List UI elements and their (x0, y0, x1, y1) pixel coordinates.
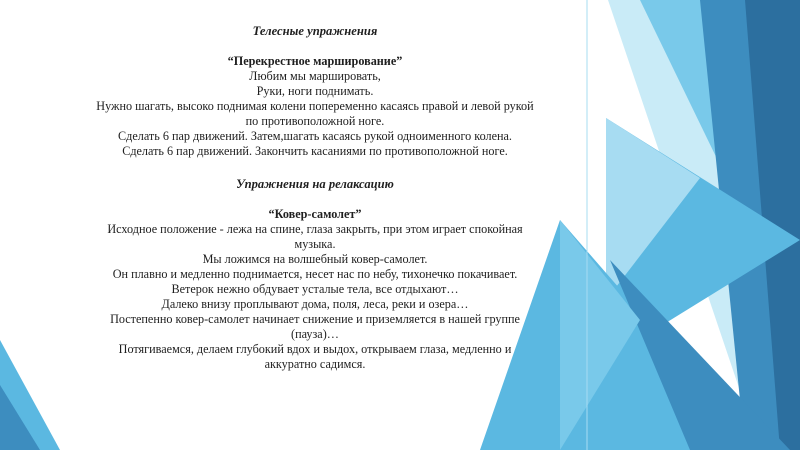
text-line: Исходное положение - лежа на спине, глаза закрыть, при этом играет спокойная (107, 222, 523, 236)
text-line: музыка. (294, 237, 336, 251)
section-heading-relaxation: Упражнения на релаксацию (236, 177, 394, 191)
exercise-title-marching: “Перекрестное марширование” (227, 54, 403, 68)
text-line: Сделать 6 пар движений. Затем,шагать касаясь рукой одноименного колена. (118, 129, 512, 143)
text-line: Любим мы маршировать, (249, 69, 381, 83)
text-line: Нужно шагать, высоко поднимая колени попеременно касаясь правой и левой рукой (96, 99, 534, 113)
text-line: по противоположной ноге. (245, 114, 385, 128)
text-line: (пауза)… (291, 327, 339, 341)
text-line: Мы ложимся на волшебный ковер-самолет. (202, 252, 428, 266)
slide-content (60, 24, 570, 372)
text-line: Далеко внизу проплывают дома, поля, леса, реки и озера… (161, 297, 469, 311)
section-heading-exercises: Телесные упражнения (252, 24, 378, 38)
text-line: Потягиваемся, делаем глубокий вдох и выдох, открываем глаза, медленно и (118, 342, 512, 356)
text-line: Постепенно ковер-самолет начинает снижение и приземляется в нашей группе (110, 312, 520, 326)
text-line: Он плавно и медленно поднимается, несет нас по небу, тихонечко покачивает. (112, 267, 518, 281)
text-line: Ветерок нежно обдувает усталые тела, все отдыхают… (171, 282, 459, 296)
text-line: Руки, ноги поднимать. (256, 84, 374, 98)
text-line: Сделать 6 пар движений. Закончить касаниями по противоположной ноге. (122, 144, 508, 158)
exercise-title-carpet: “Ковер-самолет” (268, 207, 362, 221)
text-line: аккуратно садимся. (264, 357, 366, 371)
